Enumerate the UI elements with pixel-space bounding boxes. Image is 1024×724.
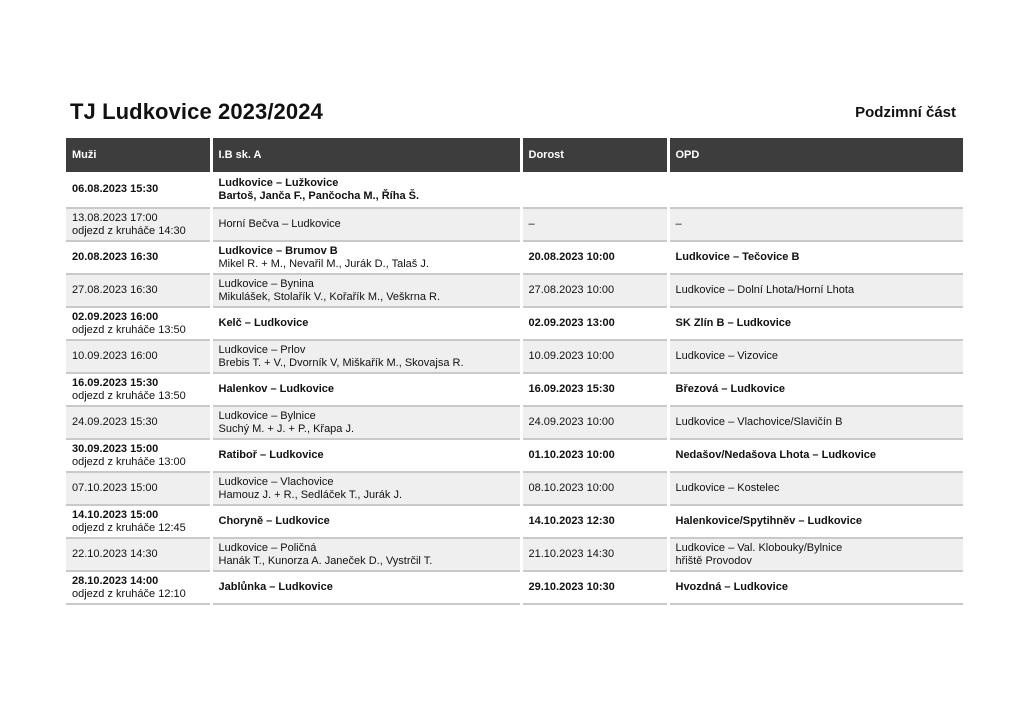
match-cell-text: Ludkovice – Brumov B bbox=[218, 244, 338, 257]
match-cell bbox=[211, 538, 521, 571]
table-row bbox=[66, 307, 963, 340]
date-cell-note: odjezd z kruháče 13:50 bbox=[72, 323, 186, 336]
match-cell-note: Mikulášek, Stolařík V., Kořařík M., Veškrna R. bbox=[218, 290, 441, 303]
column-header-dorost: Dorost bbox=[521, 138, 668, 172]
dorost-cell bbox=[521, 307, 668, 340]
table-row bbox=[66, 406, 963, 439]
date-cell-text: 16.09.2023 15:30 bbox=[72, 376, 159, 389]
table-row bbox=[66, 571, 963, 604]
match-cell-text: Ludkovice – Bylnice bbox=[218, 409, 316, 422]
dorost-cell bbox=[521, 274, 668, 307]
match-cell bbox=[211, 172, 521, 208]
dorost-cell bbox=[521, 208, 668, 241]
dorost-cell-text: 02.09.2023 13:00 bbox=[528, 317, 615, 329]
date-cell-note: odjezd z kruháče 13:00 bbox=[72, 455, 186, 468]
opd-cell-text: Ludkovice – Dolní Lhota/Horní Lhota bbox=[675, 284, 855, 296]
dorost-cell bbox=[521, 571, 668, 604]
dorost-cell-text: 20.08.2023 10:00 bbox=[528, 251, 615, 263]
page-subtitle: Podzimní část bbox=[855, 104, 956, 121]
date-cell-note: odjezd z kruháče 13:50 bbox=[72, 389, 186, 402]
column-header-ib-sk-a: I.B sk. A bbox=[211, 138, 521, 172]
dorost-cell-text: 21.10.2023 14:30 bbox=[528, 548, 615, 560]
match-cell bbox=[211, 472, 521, 505]
opd-cell bbox=[668, 505, 963, 538]
match-cell-text: Horní Bečva – Ludkovice bbox=[218, 218, 341, 230]
date-cell bbox=[66, 340, 211, 373]
match-cell-note: Bartoš, Janča F., Pančocha M., Říha Š. bbox=[218, 189, 420, 202]
match-cell-note: Suchý M. + J. + P., Křapa J. bbox=[218, 422, 355, 435]
opd-cell bbox=[668, 172, 963, 208]
date-cell bbox=[66, 373, 211, 406]
match-cell-text: Ratiboř – Ludkovice bbox=[218, 449, 324, 461]
match-cell bbox=[211, 274, 521, 307]
opd-cell-text: Hvozdná – Ludkovice bbox=[675, 581, 788, 593]
date-cell bbox=[66, 274, 211, 307]
match-cell bbox=[211, 571, 521, 604]
date-cell-text: 02.09.2023 16:00 bbox=[72, 310, 159, 323]
dorost-cell bbox=[521, 439, 668, 472]
opd-cell-note: hřiště Provodov bbox=[675, 554, 752, 567]
date-cell-text: 24.09.2023 15:30 bbox=[72, 416, 158, 428]
date-cell-text: 28.10.2023 14:00 bbox=[72, 574, 159, 587]
schedule-table bbox=[66, 138, 963, 605]
table-row bbox=[66, 208, 963, 241]
match-cell-text: Ludkovice – Poličná bbox=[218, 541, 317, 554]
opd-cell-text: Březová – Ludkovice bbox=[675, 383, 785, 395]
match-cell-note: Hanák T., Kunorza A. Janeček D., Vystrčil T. bbox=[218, 554, 433, 567]
date-cell bbox=[66, 571, 211, 604]
dorost-cell-text: 14.10.2023 12:30 bbox=[528, 515, 615, 527]
date-cell bbox=[66, 208, 211, 241]
opd-cell bbox=[668, 307, 963, 340]
opd-cell-text: Ludkovice – Tečovice B bbox=[675, 251, 800, 263]
match-cell-note: Brebis T. + V., Dvorník V, Miškařík M., Skovajsa R. bbox=[218, 356, 464, 369]
match-cell bbox=[211, 373, 521, 406]
opd-cell bbox=[668, 538, 963, 571]
date-cell bbox=[66, 406, 211, 439]
match-cell bbox=[211, 208, 521, 241]
opd-cell-text: Nedašov/Nedašova Lhota – Ludkovice bbox=[675, 449, 877, 461]
opd-cell bbox=[668, 208, 963, 241]
table-row bbox=[66, 340, 963, 373]
dorost-cell-text: 01.10.2023 10:00 bbox=[528, 449, 615, 461]
date-cell bbox=[66, 241, 211, 274]
opd-cell bbox=[668, 439, 963, 472]
opd-cell-text: Ludkovice – Kostelec bbox=[675, 482, 780, 494]
match-cell bbox=[211, 439, 521, 472]
date-cell-text: 30.09.2023 15:00 bbox=[72, 442, 159, 455]
opd-cell bbox=[668, 340, 963, 373]
match-cell-text: Choryně – Ludkovice bbox=[218, 515, 330, 527]
dorost-cell-text: 24.09.2023 10:00 bbox=[528, 416, 615, 428]
opd-cell-text: Ludkovice – Vizovice bbox=[675, 350, 779, 362]
date-cell-text: 07.10.2023 15:00 bbox=[72, 482, 158, 494]
dorost-cell-text: 08.10.2023 10:00 bbox=[528, 482, 615, 494]
date-cell-text: 06.08.2023 15:30 bbox=[72, 183, 159, 195]
match-cell bbox=[211, 505, 521, 538]
match-cell bbox=[211, 340, 521, 373]
dorost-cell bbox=[521, 172, 668, 208]
match-cell bbox=[211, 307, 521, 340]
opd-cell-text: Ludkovice – Vlachovice/Slavičín B bbox=[675, 416, 843, 428]
opd-cell-text: SK Zlín B – Ludkovice bbox=[675, 317, 792, 329]
dorost-cell bbox=[521, 340, 668, 373]
date-cell bbox=[66, 505, 211, 538]
dorost-cell-text: 16.09.2023 15:30 bbox=[528, 383, 615, 395]
table-row bbox=[66, 373, 963, 406]
table-header-row bbox=[66, 138, 963, 172]
column-header-opd: OPD bbox=[668, 138, 963, 172]
dorost-cell bbox=[521, 505, 668, 538]
opd-cell bbox=[668, 571, 963, 604]
match-cell bbox=[211, 241, 521, 274]
date-cell bbox=[66, 472, 211, 505]
date-cell-text: 14.10.2023 15:00 bbox=[72, 508, 159, 521]
dorost-cell-text: 27.08.2023 10:00 bbox=[528, 284, 615, 296]
table-row bbox=[66, 274, 963, 307]
opd-cell-text: Halenkovice/Spytihněv – Ludkovice bbox=[675, 515, 862, 527]
date-cell-note: odjezd z kruháče 12:45 bbox=[72, 521, 186, 534]
opd-cell bbox=[668, 406, 963, 439]
dorost-cell bbox=[521, 538, 668, 571]
match-cell-text: Ludkovice – Prlov bbox=[218, 343, 306, 356]
table-row bbox=[66, 472, 963, 505]
opd-cell bbox=[668, 373, 963, 406]
dorost-cell bbox=[521, 373, 668, 406]
date-cell-text: 20.08.2023 16:30 bbox=[72, 251, 159, 263]
page-title: TJ Ludkovice 2023/2024 bbox=[70, 99, 323, 124]
match-cell-text: Halenkov – Ludkovice bbox=[218, 383, 335, 395]
match-cell-text: Ludkovice – Bynina bbox=[218, 277, 314, 290]
dorost-cell bbox=[521, 241, 668, 274]
table-row bbox=[66, 538, 963, 571]
date-cell bbox=[66, 172, 211, 208]
date-cell-text: 13.08.2023 17:00 bbox=[72, 211, 158, 224]
date-cell-text: 10.09.2023 16:00 bbox=[72, 350, 158, 362]
opd-cell bbox=[668, 241, 963, 274]
date-cell bbox=[66, 307, 211, 340]
match-cell-text: Kelč – Ludkovice bbox=[218, 317, 309, 329]
table-row bbox=[66, 241, 963, 274]
date-cell-text: 27.08.2023 16:30 bbox=[72, 284, 158, 296]
match-cell-text: Ludkovice – Lužkovice bbox=[218, 176, 339, 189]
opd-cell bbox=[668, 472, 963, 505]
dorost-cell bbox=[521, 472, 668, 505]
opd-cell-text: Ludkovice – Val. Klobouky/Bylnice bbox=[675, 541, 843, 554]
table-row bbox=[66, 505, 963, 538]
date-cell bbox=[66, 538, 211, 571]
opd-cell bbox=[668, 274, 963, 307]
dorost-cell-text: – bbox=[528, 218, 535, 230]
date-cell-note: odjezd z kruháče 14:30 bbox=[72, 224, 186, 237]
table-row bbox=[66, 172, 963, 208]
column-header-muzi: Muži bbox=[66, 138, 211, 172]
date-cell bbox=[66, 439, 211, 472]
dorost-cell-text: 29.10.2023 10:30 bbox=[528, 581, 615, 593]
table-row bbox=[66, 439, 963, 472]
match-cell bbox=[211, 406, 521, 439]
date-cell-text: 22.10.2023 14:30 bbox=[72, 548, 158, 560]
dorost-cell bbox=[521, 406, 668, 439]
match-cell-note: Mikel R. + M., Nevařil M., Jurák D., Talaš J. bbox=[218, 257, 429, 270]
match-cell-text: Jablůnka – Ludkovice bbox=[218, 581, 333, 593]
date-cell-note: odjezd z kruháče 12:10 bbox=[72, 587, 186, 600]
match-cell-note: Hamouz J. + R., Sedláček T., Jurák J. bbox=[218, 488, 403, 501]
opd-cell-text: – bbox=[675, 218, 682, 230]
dorost-cell-text: 10.09.2023 10:00 bbox=[528, 350, 615, 362]
match-cell-text: Ludkovice – Vlachovice bbox=[218, 475, 334, 488]
